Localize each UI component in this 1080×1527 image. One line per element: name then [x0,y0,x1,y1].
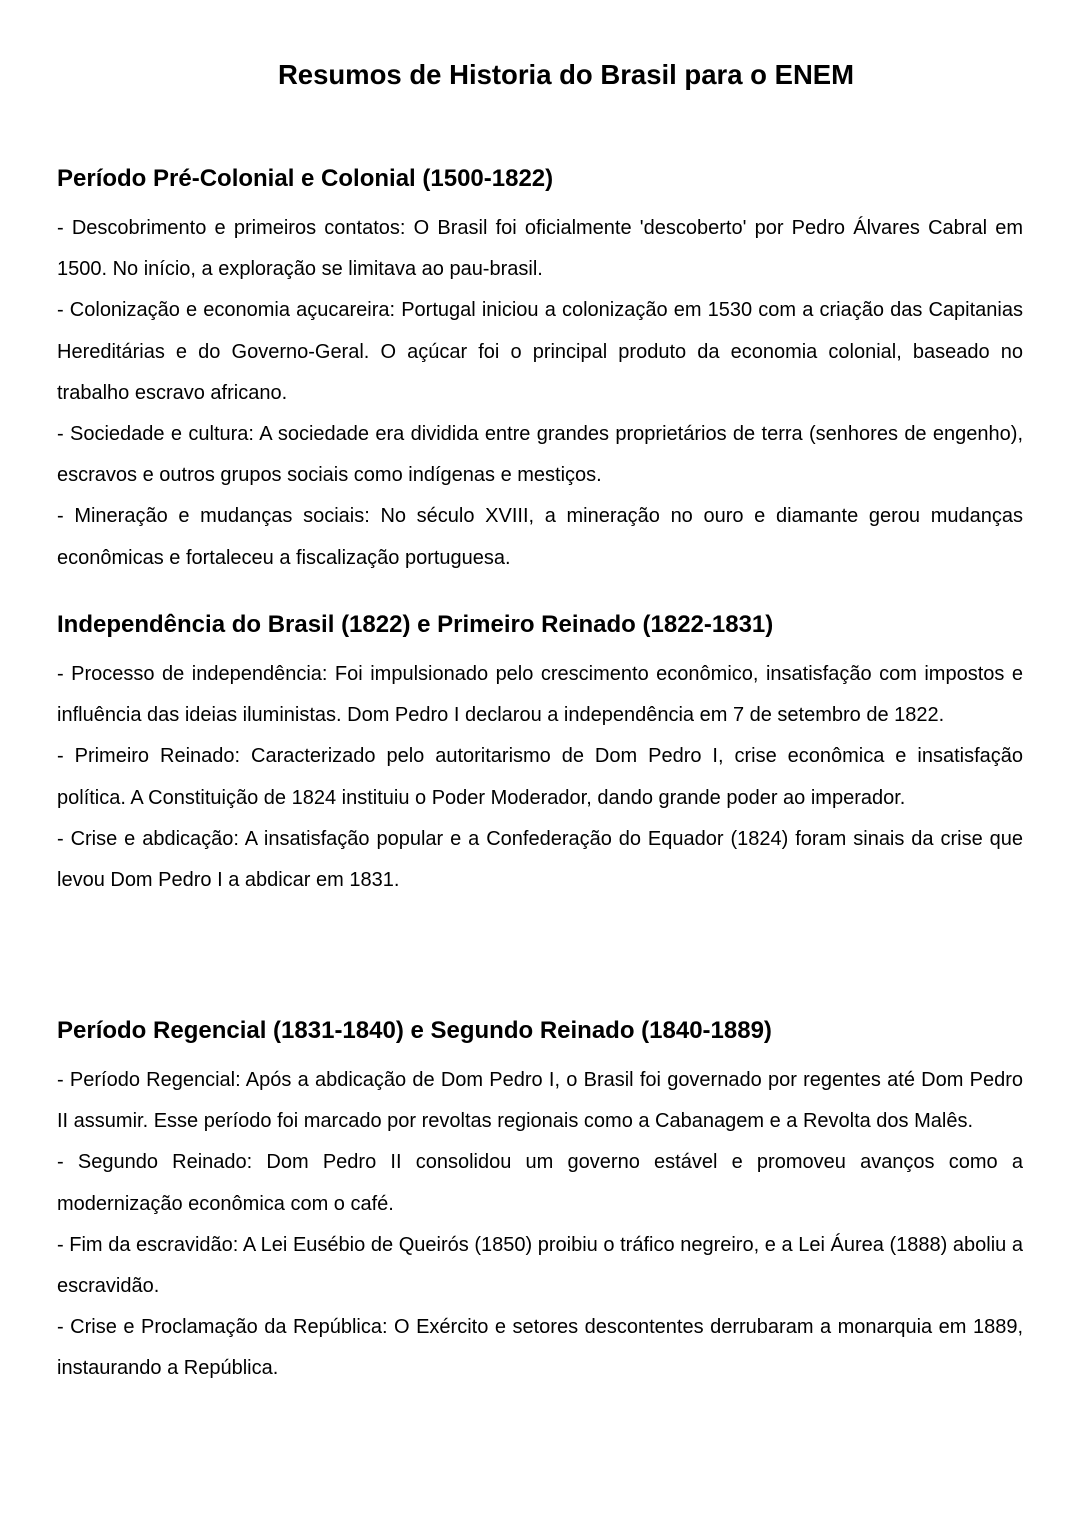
section-heading: Período Pré-Colonial e Colonial (1500-1822) [57,165,554,192]
bullet-item: - Fim da escravidão: A Lei Eusébio de Queirós (1850) proibiu o tráfico negreiro, e a Lei Áurea (1888) aboliu a escravidão. [57,1233,1023,1298]
bullet-item: - Crise e abdicação: A insatisfação popular e a Confederação do Equador (1824) foram sinais da crise que levou Dom Pedro I a abdicar em 1831. [57,827,1023,892]
bullet-item: - Crise e Proclamação da República: O Exército e setores descontentes derrubaram a monarquia em 1889, instaurando a República. [57,1316,1023,1380]
section-heading: Independência do Brasil (1822) e Primeiro Reinado (1822-1831) [57,611,774,638]
section-items [57,1060,1023,1390]
document-title: Resumos de Historia do Brasil para o ENEM [277,59,855,90]
bullet-item: - Descobrimento e primeiros contatos: O Brasil foi oficialmente 'descoberto' por Pedro Álvares Cabral em 1500. No início, a exploração se limitava ao pau-brasil. [57,217,1023,281]
section-heading: Período Regencial (1831-1840) e Segundo Reinado (1840-1889) [57,1017,772,1044]
bullet-item: - Primeiro Reinado: Caracterizado pelo autoritarismo de Dom Pedro I, crise econômica e insatisfação política. A Constituição de 1824 instituiu o Poder Moderador, dando grande poder ao imperador. [57,745,1023,809]
bullet-item: - Mineração e mudanças sociais: No século XVIII, a mineração no ouro e diamante gerou mudanças econômicas e fortaleceu a fiscalização portuguesa. [57,505,1023,569]
section-independence-first-reign [57,609,1023,901]
bullet-item: - Sociedade e cultura: A sociedade era dividida entre grandes proprietários de terra (senhores de engenho), escravos e outros grupos sociais como indígenas e mestiços. [57,423,1023,487]
section-regency-second-reign [57,1015,1023,1390]
bullet-item: - Segundo Reinado: Dom Pedro II consolidou um governo estável e promoveu avanços como a modernização econômica com o café. [57,1151,1023,1215]
bullet-item: - Processo de independência: Foi impulsionado pelo crescimento econômico, insatisfação com impostos e influência das ideias iluministas. Dom Pedro I declarou a independência em 7 de setembro de 1822. [57,663,1023,727]
section-colonial-period [57,163,1023,579]
section-items [57,208,1023,579]
section-items [57,654,1023,901]
bullet-item: - Colonização e economia açucareira: Portugal iniciou a colonização em 1530 com a criação das Capitanias Hereditárias e do Governo-Geral. O açúcar foi o principal produto da economia colonial, baseado no trabalho escravo africano. [57,299,1023,404]
bullet-item: - Período Regencial: Após a abdicação de Dom Pedro I, o Brasil foi governado por regentes até Dom Pedro II assumir. Esse período foi marcado por revoltas regionais como a Cabanagem e a Revolta dos Malês. [57,1069,1023,1133]
